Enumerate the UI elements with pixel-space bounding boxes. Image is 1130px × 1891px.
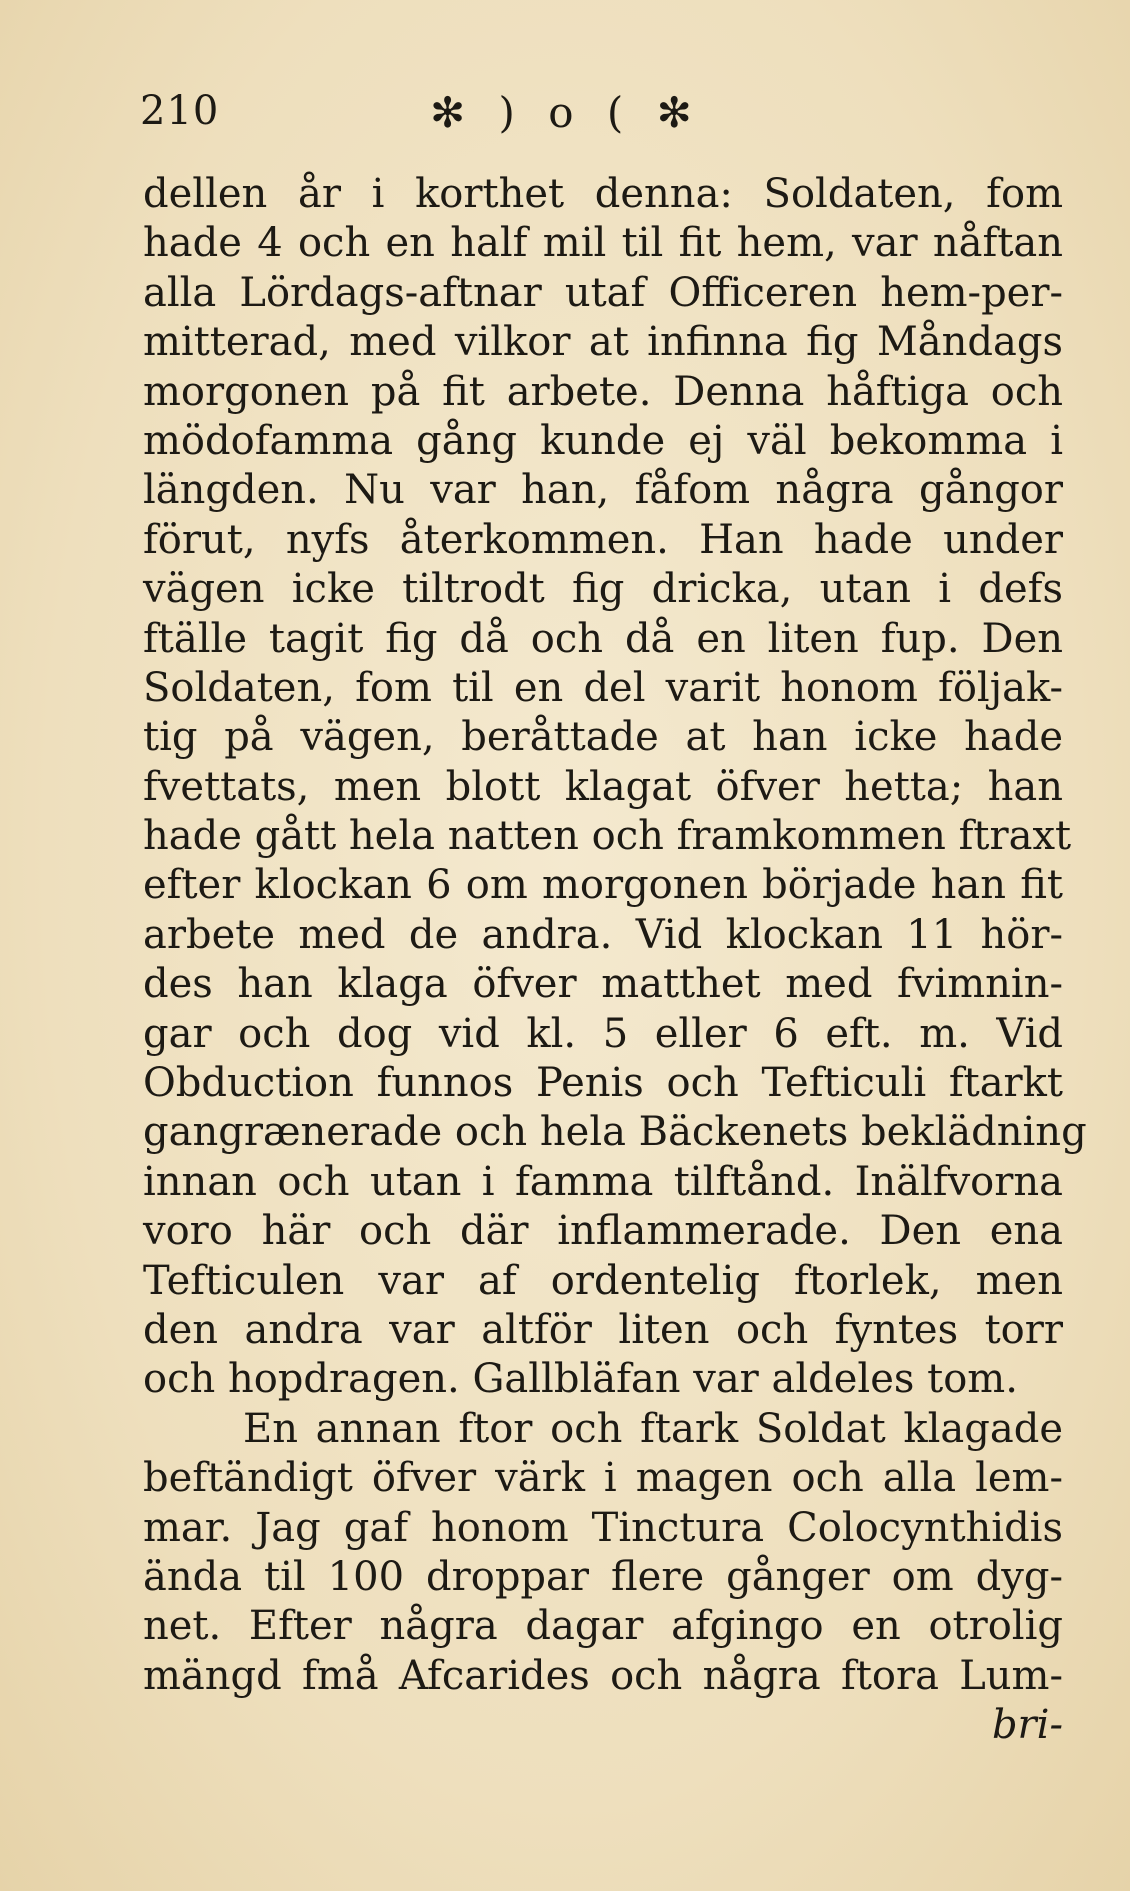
paragraph-start-line: En annan ftor och ftark Soldat klagade xyxy=(243,1405,1063,1452)
text-line: gangrænerade och hela Bäckenets beklädning xyxy=(143,1109,1087,1156)
text-line: ända til 100 droppar flere gånger om dyg- xyxy=(143,1553,1063,1600)
text-line: vägen icke tiltrodt fig dricka, utan i defs xyxy=(143,566,1063,613)
text-line: morgonen på fit arbete. Denna håftiga och xyxy=(143,368,1063,415)
text-line-italic-terms: mängd fmå Afcarides och några ftora Lum- xyxy=(143,1652,1063,1699)
running-head: ✻ ) o ( ✻ xyxy=(430,88,702,137)
page-header xyxy=(140,88,1070,148)
paragraph-end-line: och hopdragen. Gallbläfan var aldeles tom. xyxy=(143,1356,1018,1403)
text-line: förut, nyfs återkommen. Han hade under xyxy=(143,516,1063,563)
body-text xyxy=(143,170,1087,1751)
text-line: alla Lördags-aftnar utaf Officeren hem-per- xyxy=(143,269,1063,316)
text-line: hade 4 och en half mil til fit hem, var nåftan xyxy=(143,220,1063,267)
text-line: Soldaten, fom til en del varit honom följak- xyxy=(143,664,1063,711)
text-line: fvettats, men blott klagat öfver hetta; han xyxy=(143,763,1063,810)
text-line: des han klaga öfver matthet med fvimnin- xyxy=(143,961,1063,1008)
text-line: dellen år i korthet denna: Soldaten, fom xyxy=(143,171,1063,217)
text-line: voro här och där inflammerade. Den ena xyxy=(143,1208,1063,1255)
text-line: efter klockan 6 om morgonen började han fit xyxy=(143,862,1063,909)
catchword: bri- xyxy=(991,1702,1063,1749)
text-line: arbete med de andra. Vid klockan 11 hör- xyxy=(143,911,1063,958)
text-line: net. Efter några dagar afgingo en otrolig xyxy=(143,1603,1063,1650)
page-number: 210 xyxy=(140,88,220,134)
text-line: mitterad, med vilkor at infinna fig Måndags xyxy=(143,319,1063,366)
text-line: beftändigt öfver värk i magen och alla lem- xyxy=(143,1455,1063,1502)
text-line-italic-terms: Obduction funnos Penis och Tefticuli ftarkt xyxy=(143,1060,1063,1107)
text-line: ftälle tagit fig då och då en liten fup. Den xyxy=(143,615,1063,662)
text-line: innan och utan i famma tilftånd. Inälfvorna xyxy=(143,1158,1063,1205)
text-line-italic-terms: mar. Jag gaf honom Tinctura Colocynthidis xyxy=(143,1504,1063,1551)
text-line: mödofamma gång kunde ej väl bekomma i xyxy=(143,417,1063,464)
text-line: Tefticulen var af ordentelig ftorlek, men xyxy=(143,1257,1063,1304)
text-line: längden. Nu var han, fåfom några gångor xyxy=(143,467,1063,514)
text-line: hade gått hela natten och framkommen ftraxt xyxy=(143,813,1072,860)
text-line: tig på vägen, beråttade at han icke hade xyxy=(143,714,1063,761)
text-line: den andra var altför liten och fyntes torr xyxy=(143,1306,1063,1353)
text-line: gar och dog vid kl. 5 eller 6 eft. m. Vid xyxy=(143,1010,1063,1057)
